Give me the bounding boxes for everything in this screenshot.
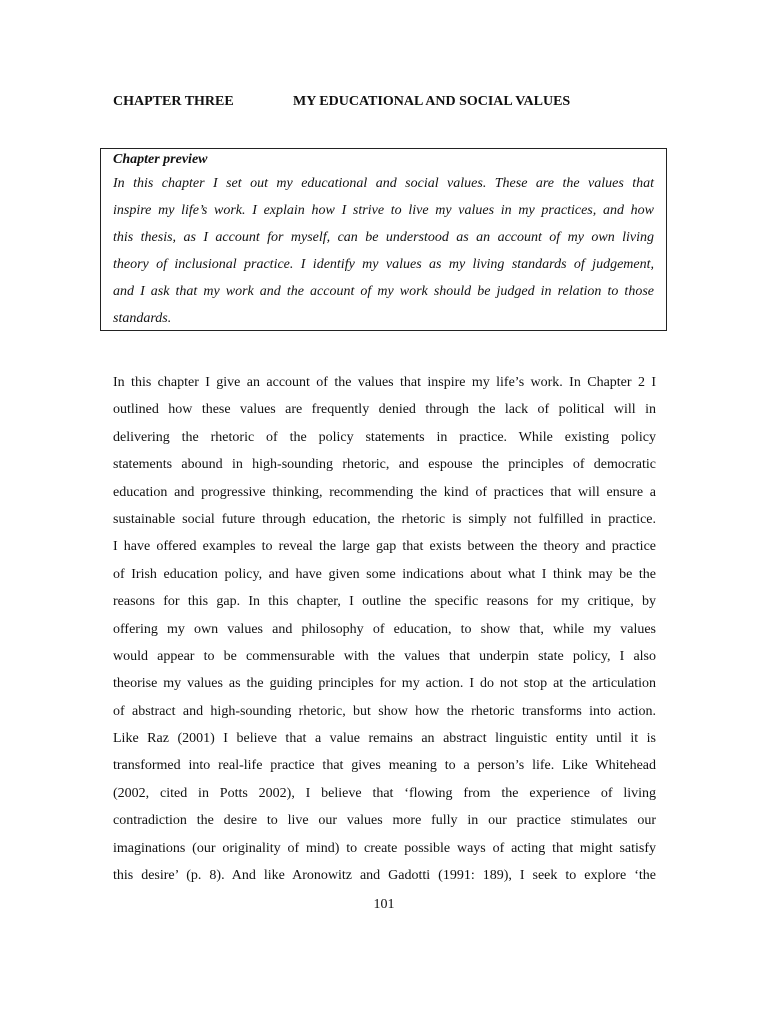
body-line: Like Raz (2001) I believe that a value remains an abstract linguistic entity until it is	[113, 731, 656, 747]
preview-line: In this chapter I set out my educational and social values. These are the values that	[113, 176, 654, 191]
body-line: this desire’ (p. 8). And like Aronowitz and Gadotti (1991: 189), I seek to explore ‘the	[113, 868, 656, 884]
preview-line: inspire my life’s work. I explain how I strive to live my values in my practices, and how	[113, 203, 654, 218]
body-line: contradiction the desire to live our values more fully in our practice stimulates our	[113, 813, 656, 829]
preview-line: this thesis, as I account for myself, can be understood as an account of my own living	[113, 230, 654, 245]
body-line: outlined how these values are frequently denied through the lack of political will in	[113, 402, 656, 418]
body-line: reasons for this gap. In this chapter, I outline the specific reasons for my critique, by	[113, 594, 656, 610]
body-line: education and progressive thinking, recommending the kind of practices that will ensure a	[113, 484, 656, 500]
body-line: imaginations (our originality of mind) to create possible ways of acting that might satisfy	[113, 840, 656, 856]
body-line: I have offered examples to reveal the large gap that exists between the theory and practice	[113, 539, 656, 555]
body-line: In this chapter I give an account of the values that inspire my life’s work. In Chapter 2 I	[113, 375, 656, 390]
preview-line: and I ask that my work and the account of my work should be judged in relation to those	[113, 284, 654, 299]
chapter-preview-text	[113, 170, 654, 332]
body-line: would appear to be commensurable with the values that underpin state policy, I also	[113, 648, 656, 664]
body-line: (2002, cited in Potts 2002), I believe that ‘flowing from the experience of living	[113, 785, 656, 801]
page-number: 101	[373, 897, 395, 912]
body-paragraph	[113, 369, 656, 889]
preview-line: standards.	[113, 311, 172, 326]
chapter-preview-box	[100, 148, 667, 331]
body-line: statements abound in high-sounding rhetoric, and espouse the principles of democratic	[113, 457, 656, 473]
body-line: of Irish education policy, and have given some indications about what I think may be the	[113, 566, 656, 582]
body-line: offering my own values and philosophy of education, to show that, while my values	[113, 621, 656, 637]
body-line: delivering the rhetoric of the policy statements in practice. While existing policy	[113, 429, 656, 445]
body-line: theorise my values as the guiding principles for my action. I do not stop at the articulation	[113, 676, 656, 692]
body-line: transformed into real-life practice that gives meaning to a person’s life. Like Whitehead	[113, 758, 656, 774]
chapter-title: MY EDUCATIONAL AND SOCIAL VALUES	[293, 94, 571, 109]
body-line: of abstract and high-sounding rhetoric, but show how the rhetoric transforms into action.	[113, 703, 656, 719]
preview-line: theory of inclusional practice. I identify my values as my living standards of judgement,	[113, 257, 654, 272]
body-line: sustainable social future through education, the rhetoric is simply not fulfilled in practice.	[113, 511, 656, 527]
chapter-label: CHAPTER THREE	[113, 94, 234, 109]
chapter-preview-heading: Chapter preview	[113, 152, 208, 167]
